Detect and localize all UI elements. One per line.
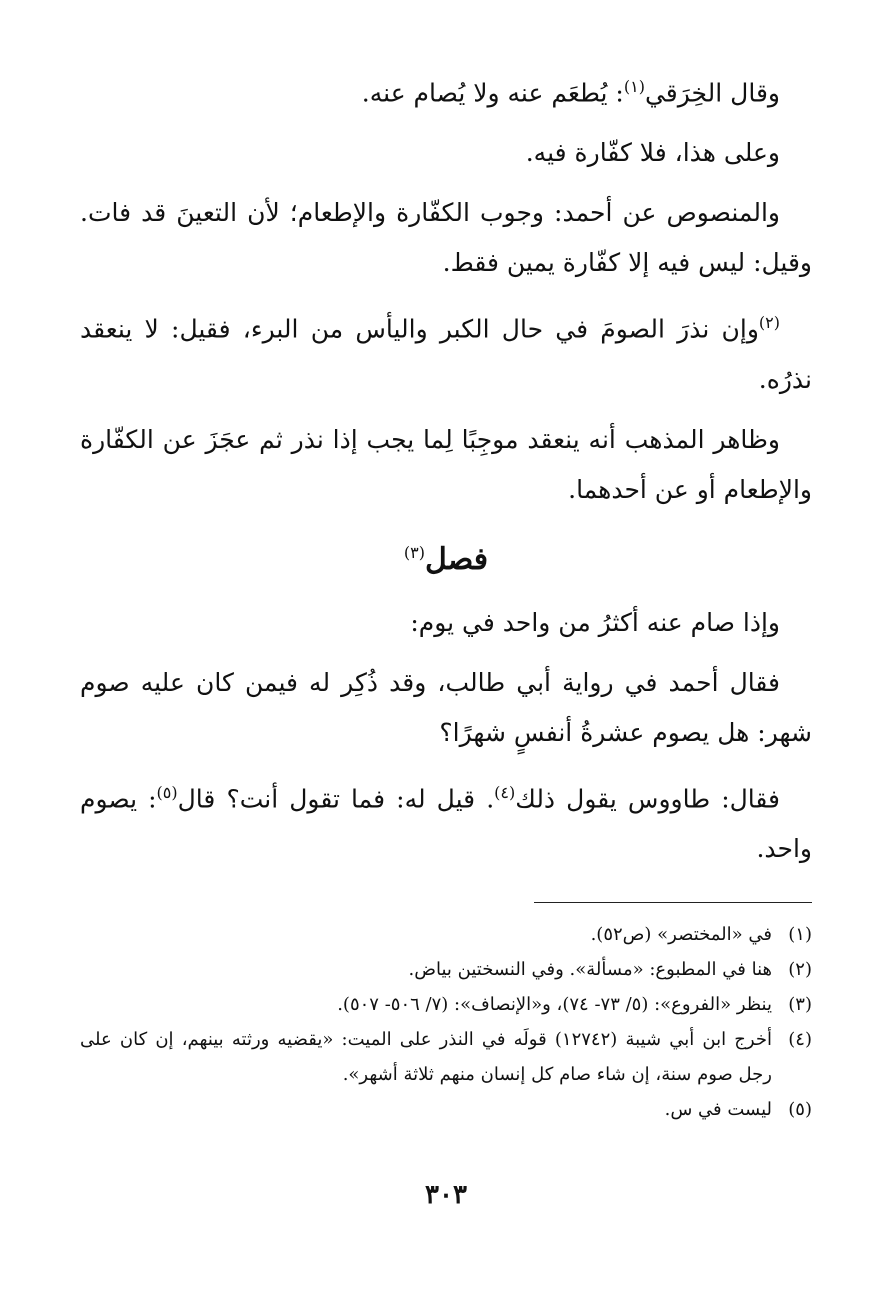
paragraph-text: فقال: طاووس يقول ذلك	[515, 783, 780, 813]
footnote-number: (٢)	[788, 959, 812, 980]
paragraph-2	[80, 128, 812, 178]
footnote	[80, 917, 812, 952]
page-number: ٣٠٣	[425, 1180, 467, 1210]
paragraph-8	[80, 768, 812, 874]
paragraph-text: . قيل له: فما تقول أنت؟ قال	[177, 783, 495, 813]
paragraph-5	[80, 415, 812, 515]
footnote-text: ينظر «الفروع»: (٥/ ٧٣- ٧٤)، و«الإنصاف»: (٧/ ٥٠٦- ٥٠٧).	[337, 994, 772, 1015]
footnote	[80, 1022, 812, 1092]
footnote-number: (٣)	[788, 994, 812, 1015]
footnotes	[80, 902, 812, 1127]
paragraph-7	[80, 658, 812, 758]
footnote	[80, 987, 812, 1022]
footnote-ref[interactable]: (٤)	[494, 782, 516, 802]
paragraph-text: وظاهر المذهب أنه ينعقد موجِبًا لِما يجب إذا نذر ثم عجَزَ عن الكفّارة والإطعام أو عن أحدهما.	[80, 424, 812, 504]
footnote-text: هنا في المطبوع: «مسألة». وفي النسختين بياض.	[408, 959, 772, 980]
footnote-number: (٥)	[788, 1099, 812, 1120]
footnote-ref[interactable]: (١)	[623, 77, 645, 96]
paragraph-1	[80, 62, 812, 118]
paragraph-text: وعلى هذا، فلا كفّارة فيه.	[525, 138, 780, 168]
footnote	[80, 952, 812, 987]
paragraph-text: وإذا صام عنه أكثرُ من واحد في يوم:	[410, 607, 780, 637]
paragraph-text: : يصوم واحد.	[80, 783, 812, 863]
paragraph-6	[80, 598, 812, 648]
paragraph-text: وإن نذرَ الصومَ في حال الكبر واليأس من البرء، فقيل: لا ينعقد نذرُه.	[80, 314, 812, 394]
footnote-ref[interactable]: (٢)	[758, 313, 780, 333]
paragraph-4	[80, 298, 812, 404]
paragraph-text: : يُطعَم عنه ولا يُصام عنه.	[361, 78, 624, 108]
section-heading	[80, 525, 812, 588]
main-text	[80, 62, 812, 884]
footnote-number: (١)	[788, 924, 812, 945]
footnote-separator	[534, 902, 812, 903]
paragraph-3	[80, 188, 812, 288]
footnote-ref[interactable]: (٥)	[156, 782, 178, 802]
footnote-number: (٤)	[788, 1029, 812, 1050]
paragraph-text: والمنصوص عن أحمد: وجوب الكفّارة والإطعام؛ لأن التعينَ قد فات. وقيل: ليس فيه إلا كفّارة يمين فقط.	[80, 198, 812, 278]
footnote	[80, 1092, 812, 1127]
paragraph-text: وقال الخِرَقي	[644, 78, 780, 108]
footnote-ref[interactable]: (٣)	[403, 542, 425, 562]
paragraph-text: فقال أحمد في رواية أبي طالب، وقد ذُكِر له فيمن كان عليه صوم شهر: هل يصوم عشرةُ أنفسٍ شهرًا؟	[80, 667, 812, 747]
footnote-text: أخرج ابن أبي شيبة (١٢٧٤٢) قولَه في النذر على الميت: «يقضيه ورثته بينهم، إن كان على رجل صوم سنة، إن شاء صام كل إنسان منهم ثلاثة أشهر».	[80, 1029, 772, 1085]
section-heading-text: فصل	[425, 541, 489, 577]
footnote-text: ليست في س.	[664, 1099, 772, 1120]
footnote-text: في «المختصر» (ص٥٢).	[590, 924, 772, 945]
